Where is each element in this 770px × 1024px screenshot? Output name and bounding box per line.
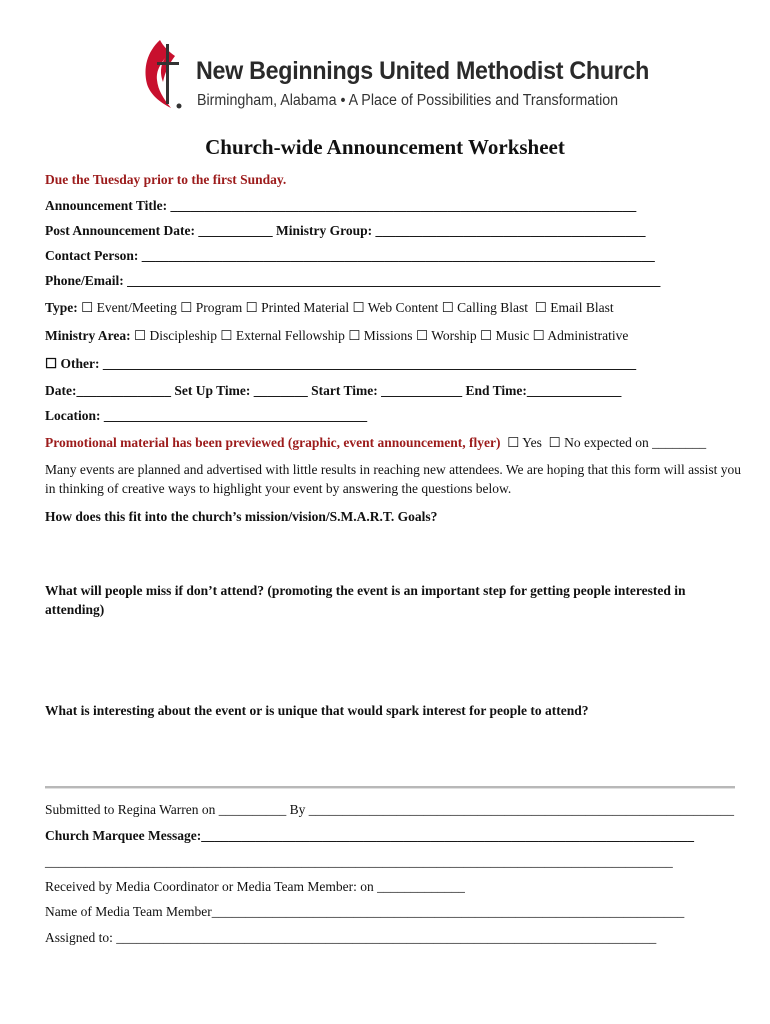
checkbox-music[interactable]: ☐ Music <box>479 328 530 343</box>
setup-time-field[interactable]: Set Up Time: ________ <box>174 383 308 398</box>
checkbox-missions[interactable]: ☐ Missions <box>348 328 413 343</box>
promo-question: Promotional material has been previewed (graphic, event announcement, flyer) <box>45 435 501 450</box>
question-miss: What will people miss if don’t attend? (promoting the event is an important step for getting people interested in attending) <box>45 583 686 617</box>
due-note: Due the Tuesday prior to the first Sunday. <box>45 172 287 187</box>
media-team-member-field[interactable]: Name of Media Team Member______________________________________________________________________ <box>45 904 685 919</box>
type-label: Type: <box>45 300 78 315</box>
checkbox-event-meeting[interactable]: ☐ Event/Meeting <box>81 300 177 315</box>
received-by-field[interactable]: Received by Media Coordinator or Media Team Member: on _____________ <box>45 879 465 894</box>
intro-paragraph: Many events are planned and advertised with little results in reaching new attendees. We are hoping that this form will assist you in thinking of creative ways to highlight your event by answering the questions below. <box>45 462 741 496</box>
church-name: New Beginnings United Methodist Church <box>196 57 650 85</box>
checkbox-promo-yes[interactable]: ☐ Yes <box>503 435 542 450</box>
page-title: Church-wide Announcement Worksheet <box>205 135 565 159</box>
marquee-continuation-line[interactable]: _____________________________________________________________________________________________ <box>45 854 673 869</box>
submitted-field[interactable]: Submitted to Regina Warren on __________ By _______________________________________________________________ <box>45 802 735 817</box>
other-field[interactable]: ☐ Other: _______________________________________________________________________________ <box>45 356 637 371</box>
checkbox-email-blast[interactable]: ☐ Email Blast <box>531 300 614 315</box>
divider <box>45 786 735 789</box>
checkbox-web-content[interactable]: ☐ Web Content <box>352 300 439 315</box>
checkbox-administrative[interactable]: ☐ Administrative <box>532 328 629 343</box>
checkbox-program[interactable]: ☐ Program <box>180 300 243 315</box>
location-field[interactable]: Location: _______________________________________ <box>45 408 368 423</box>
question-interesting: What is interesting about the event or is unique that would spark interest for people to attend? <box>45 703 589 718</box>
checkbox-calling-blast[interactable]: ☐ Calling Blast <box>441 300 529 315</box>
assigned-to-field[interactable]: Assigned to: ________________________________________________________________________________ <box>45 930 657 945</box>
announcement-title-field[interactable]: Announcement Title: _____________________________________________________________________ <box>45 198 637 213</box>
ministry-area-row <box>45 328 628 344</box>
checkbox-other[interactable]: ☐ <box>45 356 58 371</box>
post-date-field[interactable]: Post Announcement Date: ___________ <box>45 223 273 238</box>
checkbox-external-fellowship[interactable]: ☐ External Fellowship <box>220 328 345 343</box>
methodist-cross-flame-logo <box>141 38 185 112</box>
start-time-field[interactable]: Start Time: ____________ <box>311 383 463 398</box>
church-tagline: Birmingham, Alabama • A Place of Possibilities and Transformation <box>197 92 619 109</box>
checkbox-promo-no[interactable]: ☐ No expected on ________ <box>545 435 707 450</box>
marquee-message-field[interactable]: Church Marquee Message:_________________________________________________________________________ <box>45 828 694 843</box>
checkbox-printed-material[interactable]: ☐ Printed Material <box>245 300 350 315</box>
ministry-group-field[interactable]: Ministry Group: ________________________________________ <box>276 223 646 238</box>
phone-email-field[interactable]: Phone/Email: _______________________________________________________________________________ <box>45 273 661 288</box>
question-mission: How does this fit into the church’s mission/vision/S.M.A.R.T. Goals? <box>45 509 438 524</box>
ministry-area-label: Ministry Area: <box>45 328 131 343</box>
end-time-field[interactable]: End Time:______________ <box>465 383 622 398</box>
checkbox-worship[interactable]: ☐ Worship <box>415 328 477 343</box>
checkbox-discipleship[interactable]: ☐ Discipleship <box>133 328 217 343</box>
type-row <box>45 300 614 316</box>
contact-person-field[interactable]: Contact Person: ____________________________________________________________________________ <box>45 248 655 263</box>
date-field[interactable]: Date:______________ <box>45 383 171 398</box>
